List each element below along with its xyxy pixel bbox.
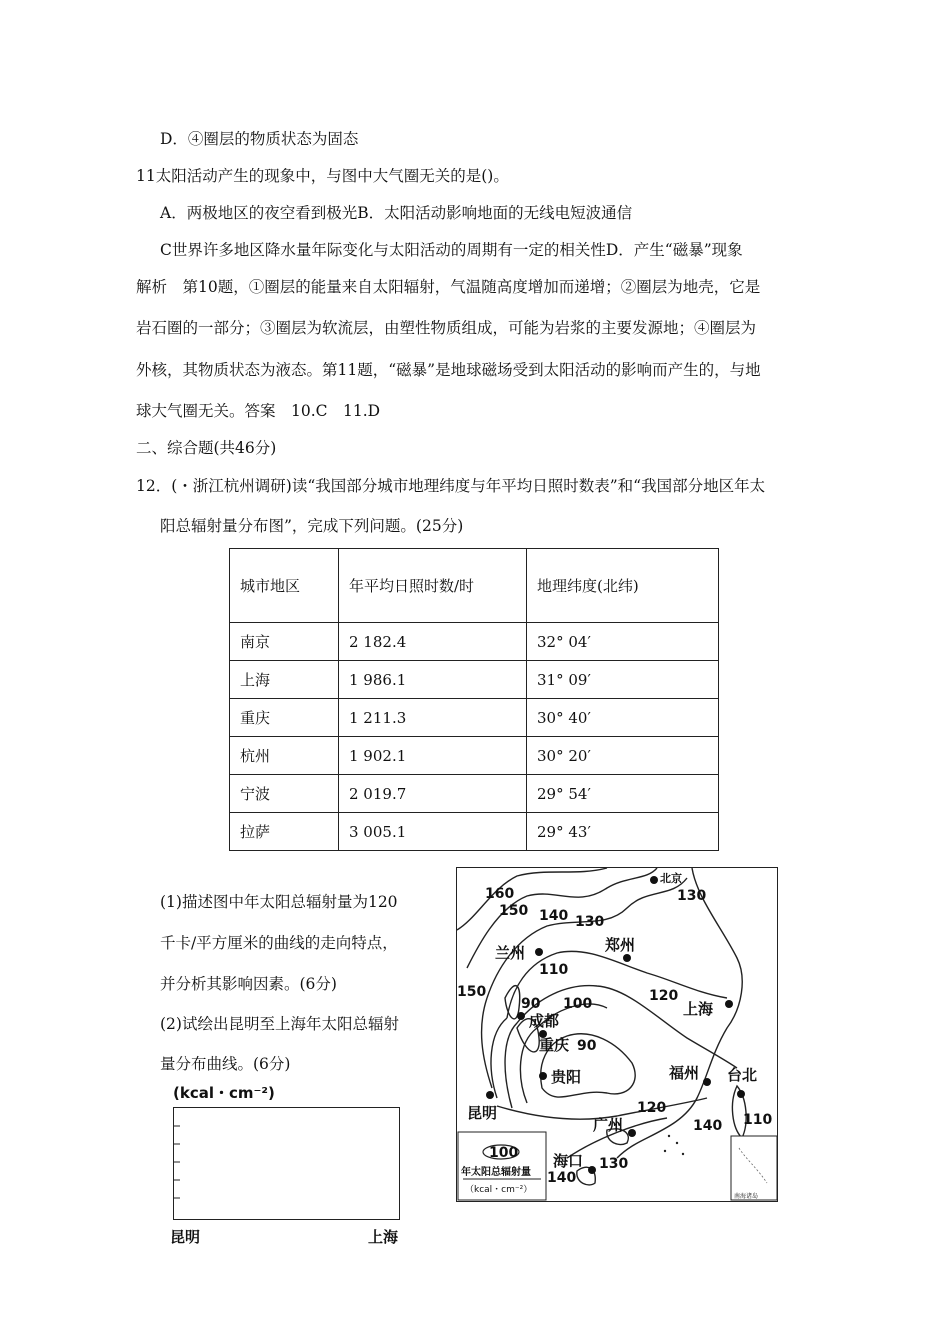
map-city-label: 兰州 [495,944,526,962]
map-city-label: 上海 [683,1000,714,1018]
contour-label: 100 [563,996,593,1012]
contour-label: 130 [575,914,605,930]
legend-value: 100 [489,1145,519,1161]
options-ab: A．两极地区的夜空看到极光B．太阳活动影响地面的无线电短波通信 [160,204,633,222]
question-12: 12．(・浙江杭州调研)读“我国部分城市地理纬度与年平均日照时数表”和“我国部分地区年太 [136,477,766,495]
table-row [230,661,719,699]
cell-sunshine: 1 211.3 [339,699,527,737]
header-latitude: 地理纬度(北纬) [527,549,719,623]
cell-sunshine: 2 019.7 [339,775,527,813]
contour-label: 120 [637,1100,667,1116]
cell-latitude: 29° 54′ [527,775,719,813]
map-city-label: 昆明 [467,1104,498,1122]
contour-label: 140 [547,1170,577,1186]
sub-question-1b: 千卡/平方厘米的曲线的走向特点， [160,934,398,952]
cell-city: 宁波 [230,775,339,813]
graph-ticks [174,1108,399,1219]
question-11: 11太阳活动产生的现象中，与图中大气圈无关的是()。 [136,167,509,185]
legend-title: 年太阳总辐射量 [461,1167,531,1178]
analysis-line-4: 球大气圈无关。答案 10.C 11.D [136,402,381,420]
table-row [230,775,719,813]
contour-label: 130 [677,888,707,904]
option-d: D．④圈层的物质状态为固态 [160,130,359,148]
cell-sunshine: 2 182.4 [339,623,527,661]
table-row [230,699,719,737]
header-city: 城市地区 [230,549,339,623]
legend-unit: （kcal・cm⁻²） [465,1185,533,1195]
cell-sunshine: 1 902.1 [339,737,527,775]
question-12-cont: 阳总辐射量分布图”，完成下列问题。(25分) [160,517,464,535]
map-city-label: 成都 [529,1012,560,1030]
contour-label: 110 [539,962,569,978]
analysis-line-3: 外核，其物质状态为液态。第11题，“磁暴”是地球磁场受到太阳活动的影响而产生的，与地 [136,361,761,379]
map-city-label: 北京 [660,872,682,885]
cell-sunshine: 3 005.1 [339,813,527,851]
contour-label: 150 [499,903,529,919]
graph-left-label: 昆明 [170,1228,201,1246]
contour-label: 140 [693,1118,723,1134]
graph-right-label: 上海 [368,1228,399,1246]
cell-city: 上海 [230,661,339,699]
cell-latitude: 30° 20′ [527,737,719,775]
contour-label: 110 [743,1112,773,1128]
answer-graph[interactable] [173,1107,400,1220]
contour-label: 120 [649,988,679,1004]
map-city-label: 台北 [727,1066,758,1084]
section-heading: 二、综合题(共46分) [136,439,277,457]
sub-question-2a: (2)试绘出昆明至上海年太阳总辐射 [160,1015,399,1033]
table-row [230,813,719,851]
map-city-label: 贵阳 [551,1068,582,1086]
cell-city: 拉萨 [230,813,339,851]
contour-label: 90 [577,1038,597,1054]
cell-latitude: 29° 43′ [527,813,719,851]
map-city-label: 郑州 [605,936,636,954]
sub-question-1c: 并分析其影响因素。(6分) [160,975,337,993]
contour-label: 150 [457,984,487,1000]
table-row [230,737,719,775]
map-city-label: 广州 [593,1116,624,1134]
analysis-line-1: 解析 第10题，①圈层的能量来自太阳辐射，气温随高度增加而递增；②圈层为地壳，它是 [136,278,761,296]
map-drawing [457,868,777,1201]
graph-unit: (kcal・cm⁻²) [173,1084,275,1102]
contour-label: 90 [521,996,541,1012]
inset-label: 南海诸岛 [734,1193,759,1200]
cell-latitude: 32° 04′ [527,623,719,661]
cell-city: 重庆 [230,699,339,737]
header-sunshine: 年平均日照时数/时 [339,549,527,623]
options-cd: C世界许多地区降水量年际变化与太阳活动的周期有一定的相关性D．产生“磁暴”现象 [160,241,743,259]
table-row [230,623,719,661]
sub-question-1a: (1)描述图中年太阳总辐射量为120 [160,893,398,911]
cell-latitude: 31° 09′ [527,661,719,699]
map-city-label: 重庆 [539,1036,570,1054]
city-table [229,548,719,851]
radiation-map [456,867,778,1202]
sub-question-2b: 量分布曲线。(6分) [160,1055,291,1073]
map-city-label: 福州 [669,1064,700,1082]
contour-label: 140 [539,908,569,924]
contour-label: 160 [485,886,515,902]
map-city-label: 海口 [553,1152,584,1170]
cell-city: 杭州 [230,737,339,775]
cell-city: 南京 [230,623,339,661]
contour-label: 130 [599,1156,629,1172]
cell-sunshine: 1 986.1 [339,661,527,699]
analysis-line-2: 岩石圈的一部分；③圈层为软流层，由塑性物质组成，可能为岩浆的主要发源地；④圈层为 [136,319,757,337]
table-header [230,549,719,623]
cell-latitude: 30° 40′ [527,699,719,737]
